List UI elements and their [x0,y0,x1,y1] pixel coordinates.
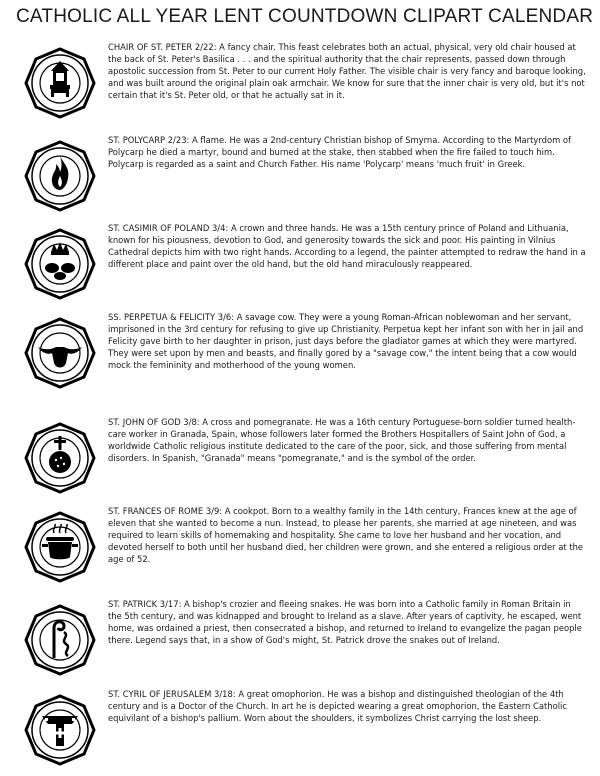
entry-st-casimir [14,222,588,306]
entry-text: ST. JOHN OF GOD 3/8: A cross and pomegranate. He was a 16th century Portuguese-born soldier turned health-care worker in Granada, Spain, whose followers later formed the Brothers Hospitallers of Saint John of God, a worldwide Catholic religious institute dedicated to the care of the poor, sick, and those suffering from mental disorders. In Spanish, "Granada" means "pomegranate," and is the symbol of the order. [108,417,576,463]
entry-perpetua-felicity [14,311,588,395]
entry-st-john-of-god [14,416,588,500]
page-title: CATHOLIC ALL YEAR LENT COUNTDOWN CLIPART CALENDAR [16,6,594,27]
entry-text: ST. POLYCARP 2/23: A flame. He was a 2nd-century Christian bishop of Smyrna. According to the Martyrdom of Polycarp he died a martyr, bound and burned at the stake, then stabbed when the fire failed to touch him. Polycarp is regarded as a saint and Church Father. His name 'Polycarp' means 'much fruit' in Greek. [108,135,571,169]
omophorion-icon [24,694,96,766]
cross-pomegranate-icon [24,422,96,494]
badge-frances-of-rome [24,511,96,583]
entry-st-frances-of-rome [14,505,588,589]
badge-chair [24,47,96,119]
crown-hands-icon [24,228,96,300]
entry-text: ST. PATRICK 3/17: A bishop's crozier and fleeing snakes. He was born into a Catholic family in Roman Britain in the 5th century, and was kidnapped and brought to Ireland as a slave. After years of captivity, he escaped, went home, was ordained a priest, then consecrated a bishop, and returned to Ireland to evangelize the pagan people there. Legend says that, in a show of God's might, St. Patrick drove the snakes out of Ireland. [108,599,582,645]
entry-text: ST. CYRIL OF JERUSALEM 3/18: A great omophorion. He was a bishop and distinguished theologian of the 4th century and is a Doctor of the Church. In art he is depicted wearing a great omophorion, the Eastern Catholic equivilant of a bishop's pallium. Worn about the shoulders, it symbolizes Christ carrying the lost sheep. [108,689,567,723]
entry-st-polycarp [14,134,588,218]
cookpot-icon [24,511,96,583]
badge-polycarp [24,140,96,212]
badge-patrick [24,604,96,676]
entry-text: SS. PERPETUA & FELICITY 3/6: A savage cow. They were a young Roman-African noblewoman and her servant, imprisoned in the 3rd century for refusing to give up Christianity. Perpetua kept her infant son with her in jail and Felicity gave birth to her daughter in prison, just days before the gladiator games at which they were martyred. They were set upon by men and beasts, and finally gored by a "savage cow," the intent being that a cow would mock the femininity and motherhood of the young women. [108,312,584,370]
entry-chair-of-st-peter [14,41,588,125]
flame-icon [24,140,96,212]
badge-john-of-god [24,422,96,494]
badge-cyril [24,694,96,766]
cow-head-icon [24,317,96,389]
entry-st-patrick [14,598,588,682]
entry-text: ST. FRANCES OF ROME 3/9: A cookpot. Born to a wealthy family in the 14th century, Frances knew at the age of eleven that she wanted to become a nun. Instead, to please her parents, she married at age nineteen, and was required to learn skills of homemaking and hospitality. She came to love her husband and her vocation, and devoted herself to both until her husband died, her children were grown, and she entered a religious order at the age of 52. [108,506,584,564]
crozier-snake-icon [24,604,96,676]
entry-text: CHAIR OF ST. PETER 2/22: A fancy chair. This feast celebrates both an actual, physical, very old chair housed at the back of St. Peter's Basilica . . . and the spiritual authority that the chair represents, passed down through apostolic succession from St. Peter to our current Holy Father. The visible chair is very fancy and baroque looking, and was built around the original plain oak armchair. We know for sure that the inner chair is very old, but it's not certain that it's St. Peter old, or that he actually sat in it. [108,42,586,100]
entry-text: ST. CASIMIR OF POLAND 3/4: A crown and three hands. He was a 15th century prince of Poland and Lithuania, known for his piousness, devotion to God, and generosity towards the sick and poor. His painting in Vilnius Cathedral depicts him with two right hands. According to a legend, the painter attempted to redraw the hand in a different place and paint over the old hand, but the old hand miraculously reappeared. [108,223,586,269]
badge-perpetua-felicity [24,317,96,389]
chair-icon [24,47,96,119]
badge-casimir [24,228,96,300]
entry-st-cyril-of-jerusalem [14,688,588,772]
